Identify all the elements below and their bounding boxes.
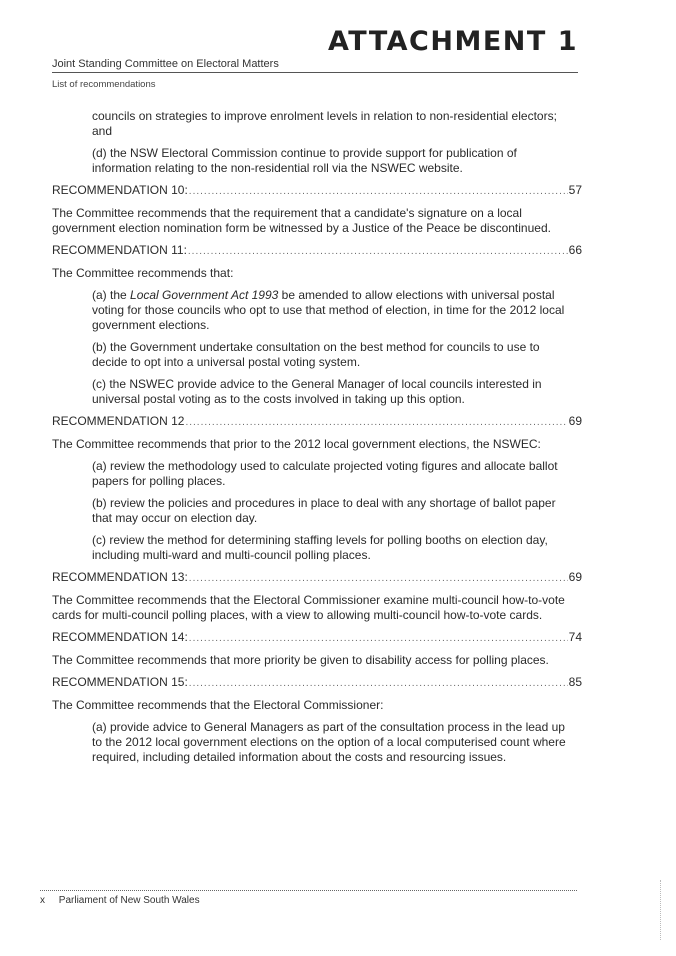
recommendation-10-heading xyxy=(52,183,582,199)
recommendation-10-text: The Committee recommends that the requirement that a candidate's signature on a local government election nomination form be witnessed by a Justice of the Peace be discontinued. xyxy=(52,206,551,235)
recommendation-12-item-a: (a) review the methodology used to calculate projected voting figures and allocate ballot papers for polling places. xyxy=(92,459,558,488)
recommendation-11-item-c: (c) the NSWEC provide advice to the General Manager of local councils interested in universal postal voting as to the costs involved in taking up this option. xyxy=(92,377,542,406)
scan-edge-mark xyxy=(660,880,662,940)
page-reference: 85 xyxy=(568,675,582,689)
recommendation-label: RECOMMENDATION 10: xyxy=(52,183,188,197)
recommendation-14-text: The Committee recommends that more priority be given to disability access for polling places. xyxy=(52,653,549,667)
recommendation-11-item-a xyxy=(52,288,582,333)
footer-publisher: Parliament of New South Wales xyxy=(58,895,200,906)
recommendation-11-intro: The Committee recommends that: xyxy=(52,266,234,280)
page-reference: 57 xyxy=(568,183,582,197)
attachment-stamp: ATTACHMENT 1 xyxy=(328,26,578,57)
act-title: Local Government Act 1993 xyxy=(130,288,279,302)
dot-leader xyxy=(189,631,568,646)
page-reference: 74 xyxy=(568,630,582,644)
recommendation-13-text: The Committee recommends that the Electoral Commissioner examine multi-council how-to-vote cards for multi-council polling places, with a view to allowing multi-council how-to-vote cards. xyxy=(52,593,565,622)
page-reference: 69 xyxy=(568,414,582,428)
committee-name: Joint Standing Committee on Electoral Matters xyxy=(52,58,279,70)
recommendation-label: RECOMMENDATION 13: xyxy=(52,570,188,584)
recommendation-15-item-a: (a) provide advice to General Managers as part of the consultation process in the lead up to the 2012 local government elections on the option of a local computerised count where required, including detailed information about the costs and resourcing issues. xyxy=(92,720,566,764)
page-footer xyxy=(40,895,200,906)
dot-leader xyxy=(188,244,568,259)
recommendation-12-heading xyxy=(52,414,582,430)
recommendation-label: RECOMMENDATION 15: xyxy=(52,675,188,689)
dot-leader xyxy=(189,184,568,199)
recommendation-12-item-c: (c) review the method for determining staffing levels for polling booths on election day, including multi-ward and multi-council polling places. xyxy=(92,533,548,562)
recommendation-label: RECOMMENDATION 14: xyxy=(52,630,188,644)
recommendation-13-heading xyxy=(52,570,582,586)
recommendation-12-intro: The Committee recommends that prior to the 2012 local government elections, the NSWEC: xyxy=(52,437,541,451)
continuation-paragraph: councils on strategies to improve enrolment levels in relation to non-residential electors; and xyxy=(92,109,557,138)
recommendations-list xyxy=(52,109,582,772)
footer-divider xyxy=(40,890,577,891)
recommendation-15-heading xyxy=(52,675,582,691)
recommendation-label: RECOMMENDATION 11: xyxy=(52,243,187,257)
recommendation-15-intro: The Committee recommends that the Electoral Commissioner: xyxy=(52,698,384,712)
page-number: x xyxy=(40,895,45,906)
section-subtitle: List of recommendations xyxy=(52,79,156,90)
page-reference: 66 xyxy=(568,243,582,257)
item-a-prefix: (a) the xyxy=(92,288,131,302)
dot-leader xyxy=(189,571,568,586)
recommendation-11-heading xyxy=(52,243,582,259)
item-a-suffix: be amended to allow elections with universal postal voting for those councils who opt to use that method of election, in time for the 2012 local government elections. xyxy=(92,288,565,332)
dot-leader xyxy=(189,676,568,691)
recommendation-label: RECOMMENDATION 12 xyxy=(52,414,185,428)
dot-leader xyxy=(185,415,567,430)
page-reference: 69 xyxy=(568,570,582,584)
recommendation-12-item-b: (b) review the policies and procedures in place to deal with any shortage of ballot paper that may occur on election day. xyxy=(92,496,556,525)
header-divider xyxy=(52,72,578,73)
recommendation-11-item-b: (b) the Government undertake consultation on the best method for councils to use to decide to opt into a universal postal voting system. xyxy=(92,340,540,369)
continuation-item-d: (d) the NSW Electoral Commission continue to provide support for publication of information relating to the non-residential roll via the NSWEC website. xyxy=(92,146,517,175)
recommendation-14-heading xyxy=(52,630,582,646)
